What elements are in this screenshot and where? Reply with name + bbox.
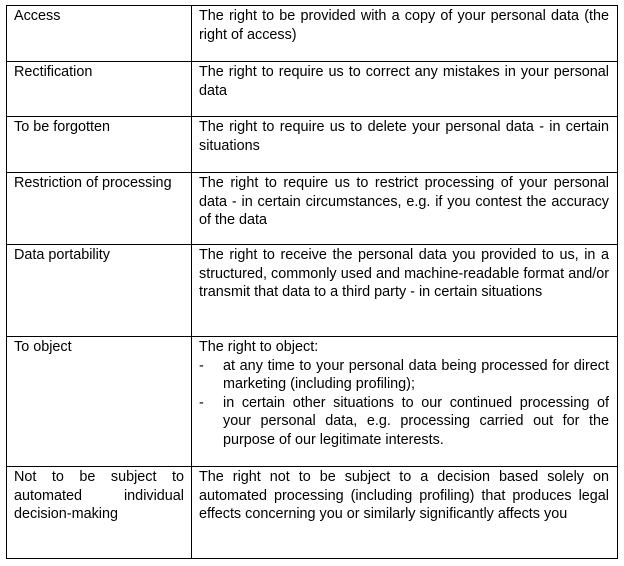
right-name-cell: Rectification — [7, 62, 192, 117]
table-row — [7, 6, 618, 62]
table-row — [7, 245, 618, 337]
right-name-cell: Access — [7, 6, 192, 62]
list-item: - at any time to your personal data being processed for direct marketing (including profiling); — [199, 357, 609, 392]
right-description-cell: The right to receive the personal data you provided to us, in a structured, commonly used and machine-readable format and/or transmit that data to a third party - in certain situations — [192, 245, 618, 337]
table-row — [7, 467, 618, 559]
right-name-cell: To object — [7, 337, 192, 467]
right-description-cell: The right not to be subject to a decision based solely on automated processing (including profiling) that produces legal effects concerning you or similarly significantly affects you — [192, 467, 618, 559]
right-description-cell: The right to require us to delete your personal data - in certain situations — [192, 117, 618, 173]
bullet-text: in certain other situations to our continued processing of your personal data, e.g. processing carried out for the purpose of our legitimate interests. — [223, 394, 609, 448]
right-name-cell: Restriction of processing — [7, 173, 192, 245]
right-description-cell — [192, 337, 618, 467]
bullet-text: at any time to your personal data being processed for direct marketing (including profiling); — [223, 357, 609, 392]
right-name-cell: To be forgotten — [7, 117, 192, 173]
table-row — [7, 337, 618, 467]
right-name-cell: Not to be subject to automated individual decision-making — [7, 467, 192, 559]
right-description-cell: The right to require us to restrict processing of your personal data - in certain circumstances, e.g. if you contest the accuracy of the data — [192, 173, 618, 245]
table-row — [7, 117, 618, 173]
right-description-cell: The right to be provided with a copy of your personal data (the right of access) — [192, 6, 618, 62]
table-row — [7, 62, 618, 117]
right-description-cell: The right to require us to correct any mistakes in your personal data — [192, 62, 618, 117]
table-row — [7, 173, 618, 245]
right-name-cell: Data portability — [7, 245, 192, 337]
data-rights-table — [6, 5, 618, 559]
object-bullet-list — [199, 357, 609, 450]
list-item: - in certain other situations to our continued processing of your personal data, e.g. processing carried out for the purpose of our legitimate interests. — [199, 394, 609, 448]
object-intro: The right to object: — [199, 339, 319, 355]
